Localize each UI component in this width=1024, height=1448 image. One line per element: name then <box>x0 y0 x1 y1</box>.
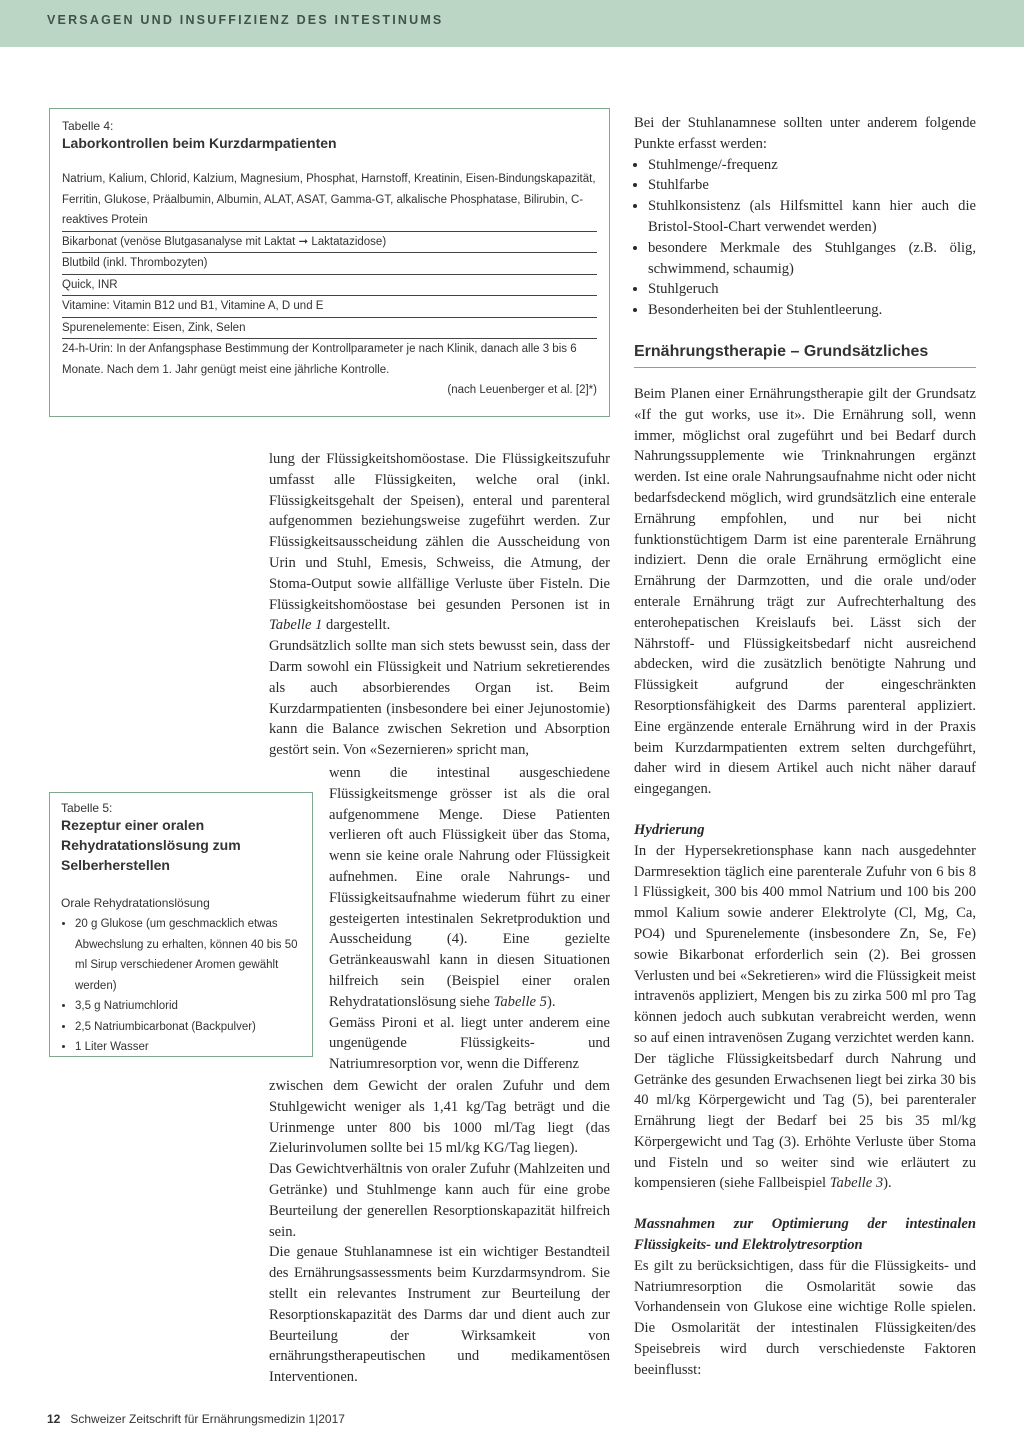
list-item: • 20 g Glukose (um geschmacklich etwas Abwechslung zu erhalten, können 40 bis 50 ml Sirup verschiedener Aromen gewählt werden) <box>75 914 302 996</box>
table-5-box <box>49 792 313 1057</box>
ingredient-list <box>61 914 302 1058</box>
stool-list <box>634 155 976 321</box>
table-row: Quick, INR <box>62 275 597 297</box>
table-5-subtitle: Orale Rehydratationslösung <box>61 896 210 910</box>
page-footer <box>47 1412 345 1426</box>
subheading: Hydrierung <box>634 821 705 838</box>
list-item: • Besonderheiten bei der Stuhlentleerung. <box>648 300 976 321</box>
table-5-title: Rezeptur einer oralen Rehydratationslösung zum Selberherstellen <box>61 817 241 873</box>
table-row: Blutbild (inkl. Thrombozyten) <box>62 253 597 275</box>
table-row: Spurenelemente: Eisen, Zink, Selen <box>62 318 597 340</box>
paragraph: wenn die intestinal ausgeschiedene Flüssigkeitsmenge grösser ist als die oral aufgenommene Menge. Diese Patienten verlieren oft auch Flüssigkeit über das Stoma, wenn sie keine orale Nahrung oder Flüssigkeit aufnehmen. Eine orale Nahrungs- und Flüssigkeitsaufnahme wiederum führt zu einer gesteigerten intestinalen Sekretproduktion und Ausscheidung (4). Eine gezielte Getränkeauswahl kann in diesen Situationen hilfreich sein (Beispiel einer oralen Rehydratationslösung siehe Tabelle 5). <box>329 765 610 1010</box>
list-item: • Stuhlfarbe <box>648 175 976 196</box>
page-number: 12 <box>47 1412 61 1426</box>
running-header: VERSAGEN UND INSUFFIZIENZ DES INTESTINUMS <box>47 13 444 27</box>
table-4-source: (nach Leuenberger et al. [2]*) <box>447 384 597 396</box>
middle-column-narrow <box>329 763 610 1075</box>
paragraph: lung der Flüssigkeitshomöostase. Die Flüssigkeitszufuhr umfasst alle Flüssigkeiten, welche oral (inkl. Flüssigkeitsgehalt der Speisen), enteral und parenteral aufgenommen beziehungsweise zugeführt werden. Zur Flüssigkeitsausscheidung zählen die Ausscheidung von Urin und Stuhl, Emesis, Schweiss, die Atmung, der Stoma-Output sowie allfällige Verluste über Fisteln. Die Flüssigkeitshomöostase bei gesunden Personen ist in Tabelle 1 dargestellt. <box>269 451 610 634</box>
table-row: Natrium, Kalium, Chlorid, Kalzium, Magnesium, Phosphat, Harnstoff, Kreatinin, Eisen-Bindungskapazität, Ferritin, Glukose, Präalbumin, Albumin, ALAT, ASAT, Gamma-GT, alkalische Phosphatase, Bilirubin, C-reaktives Protein <box>62 169 597 232</box>
right-column-top <box>634 113 976 321</box>
paragraph: In der Hypersekretionsphase kann nach ausgedehnter Darmresektion täglich eine parenterale Zufuhr von 6 bis 8 l Flüssigkeit, 300 bis 400 mmol Natrium und 100 bis 200 mmol Kalium sowie anderer Elektrolyte (Cl, Mg, Ca, PO4) und Spurenelemente (insbesondere Zn, Se, Fe) sowie Bikarbonat erforderlich sein (2). Bei grossen Verlusten und bei «Sekretieren» wird die Flüssigkeit meist intravenös appliziert, Mengen bis zu zirka 500 ml pro Tag können jedoch auch subkutan verabreicht werden, wenn so auf einen intravenösen Zugang verzichtet werden kann. <box>634 842 976 1046</box>
paragraph: Das Gewichtverhältnis von oraler Zufuhr (Mahlzeiten und Getränke) und Stuhlmenge kann auch für eine grobe Beurteilung der generellen Resorptionskapazität hilfreich sein. <box>269 1161 610 1240</box>
paragraph: Grundsätzlich sollte man sich stets bewusst sein, dass der Darm sowohl ein Flüssigkeit und Natrium sekretierendes als auch absorbierendes Organ ist. Beim Kurzdarmpatienten (insbesondere bei einer Jejunostomie) kann die Balance zwischen Sekretion und Absorption gestört sein. Von «Sezernieren» spricht man, <box>269 638 610 759</box>
table-4-title: Laborkontrollen beim Kurzdarmpatienten <box>62 135 337 151</box>
list-item: • 3,5 g Natriumchlorid <box>75 996 302 1017</box>
subheading: Massnahmen zur Optimierung der intestinalen Flüssigkeits- und Elektrolytresorption <box>634 1216 976 1254</box>
list-item: • Stuhlgeruch <box>648 279 976 300</box>
list-item: • besondere Merkmale des Stuhlganges (z.B. ölig, schwimmend, schaumig) <box>648 238 976 280</box>
middle-column-bottom <box>269 1076 610 1388</box>
paragraph: Bei der Stuhlanamnese sollten unter anderem folgende Punkte erfasst werden: <box>634 115 976 152</box>
middle-column-top <box>269 449 610 761</box>
table-row: Bikarbonat (venöse Blutgasanalyse mit Laktat ➞ Laktatazidose) <box>62 232 597 254</box>
paragraph: Beim Planen einer Ernährungstherapie gilt der Grundsatz «If the gut works, use it». Die Ernährung soll, wenn immer, möglichst oral zugeführt und bei Bedarf durch Nahrungssupplemente wie Trinknahrungen ergänzt werden. Ist eine orale Nahrungsaufnahme nicht oder nicht bedarfsdeckend möglich, wird grundsätzlich eine enterale Ernährung empfohlen, und nur bei nicht funktionstüchtigem Darm ist eine parenterale Ernährung indiziert. Denn die orale Ernährung ermöglicht eine Ernährung der Darmzotten, und die orale und/oder enterale Ernährung trägt zur Aufrechterhaltung des enterohepatischen Kreislaufs bei. Lässt sich der Nährstoff- und Flüssigkeitsbedarf nicht ausreichend abdecken, wird die zusätzlich benötigte Nahrung und Flüssigkeit aufgrund der eingeschränkten Resorptionsfähigkeit des Darms parenteral appliziert. Eine ergänzende enterale Ernährung wird in der Praxis beim Kurzdarmpatienten extrem selten durchgeführt, daher wird in diesem Artikel auch nicht näher darauf eingegangen. <box>634 386 976 798</box>
paragraph: Es gilt zu berücksichtigen, dass für die Flüssigkeits- und Natriumresorption die Osmolarität sowie das Vorhandensein von Glukose eine wichtige Rolle spielen. Die Osmolarität der intestinalen Flüssigkeiten/des Speisebreis wird durch verschiedenste Faktoren beeinflusst: <box>634 1257 976 1378</box>
table-row: 24-h-Urin: In der Anfangsphase Bestimmung der Kontrollparameter je nach Klinik, danach alle 3 bis 6 Monate. Nach dem 1. Jahr genügt meist eine jährliche Kontrolle. <box>62 343 577 376</box>
list-item: • Stuhlkonsistenz (als Hilfsmittel kann hier auch die Bristol-Stool-Chart verwendet werden) <box>648 196 976 238</box>
table-5-label: Tabelle 5: <box>61 801 113 815</box>
paragraph: zwischen dem Gewicht der oralen Zufuhr und dem Stuhlgewicht weniger als 1,41 kg/Tag beträgt und die Urinmenge unter 800 bis 1000 ml/Tag liegt (das Zielurinvolumen sollte bei 15 ml/kg KG/Tag liegen). <box>269 1078 610 1157</box>
section-heading: Ernährungstherapie – Grundsätzliches <box>634 343 976 368</box>
journal-name: Schweizer Zeitschrift für Ernährungsmedizin 1|2017 <box>70 1412 345 1426</box>
table-4-label: Tabelle 4: <box>62 119 114 133</box>
list-item: • 2,5 Natriumbicarbonat (Backpulver) <box>75 1017 302 1038</box>
paragraph: Die genaue Stuhlanamnese ist ein wichtiger Bestandteil des Ernährungsassessments beim Kurzdarmsyndrom. Sie stellt ein relevantes Instrument zur Beurteilung der Resorptionskapazität des Darms dar und dient auch zur Beurteilung der Wirksamkeit von ernährungstherapeutischen und medikamentösen Interventionen. <box>269 1244 610 1386</box>
paragraph: Gemäss Pironi et al. liegt unter anderem eine ungenügende Flüssigkeits- und Natriumresorption vor, wenn die Differenz <box>329 1014 610 1073</box>
list-item: • 1 Liter Wasser <box>75 1037 302 1058</box>
table-row: Vitamine: Vitamin B12 und B1, Vitamine A, D und E <box>62 296 597 318</box>
table-4-box <box>49 108 610 417</box>
right-column-bottom <box>634 384 976 1381</box>
list-item: • Stuhlmenge/-frequenz <box>648 155 976 176</box>
paragraph: Der tägliche Flüssigkeitsbedarf durch Nahrung und Getränke des gesunden Erwachsenen liegt bei zirka 30 bis 40 ml/kg Körpergewicht und Tag (5), bei parenteraler Ernährung liegt der Bedarf bei 25 bis 35 ml/kg Körpergewicht und Tag (3). Erhöhte Verluste über Stoma und Fisteln und so weiter sind wie erläutert zu kompensieren (siehe Fallbeispiel Tabelle 3). <box>634 1050 976 1192</box>
